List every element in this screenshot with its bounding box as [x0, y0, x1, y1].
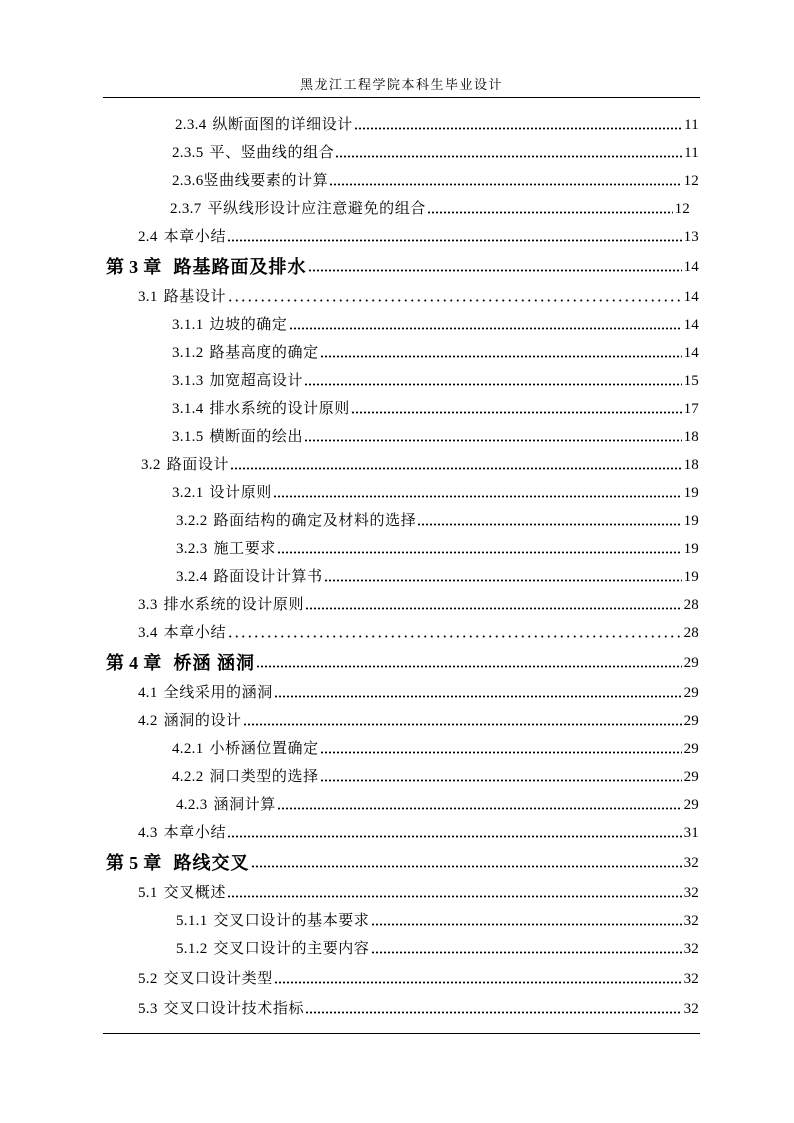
entry-number: 2.3.5 [172, 145, 204, 161]
entry-page-number: 29 [683, 685, 699, 701]
dot-leader [354, 127, 682, 130]
dot-leader [277, 551, 682, 554]
entry-page-number: 32 [683, 855, 699, 871]
entry-number: 3.2 [141, 457, 161, 473]
entry-title: 施工要求 [213, 541, 276, 557]
dot-leader [227, 895, 682, 898]
dot-leader [277, 807, 682, 810]
chapter-title: 路线交叉 [173, 853, 250, 873]
entry-number: 4.1 [138, 685, 158, 701]
entry-number: 3.4 [138, 625, 158, 641]
toc-entry [176, 795, 699, 815]
toc-entry [172, 739, 699, 759]
entry-page-number: 14 [683, 259, 699, 275]
entry-page-number: 28 [683, 625, 699, 641]
entry-number: 5.3 [138, 1001, 158, 1017]
dot-leader [305, 607, 682, 610]
dot-leader [371, 951, 682, 954]
entry-number: 2.3.6 [172, 173, 204, 189]
toc-entry [172, 143, 699, 163]
entry-title: 小桥涵位置确定 [209, 741, 319, 757]
toc-entry [138, 883, 699, 903]
entry-page-number: 12 [674, 201, 690, 217]
entry-page-number: 19 [683, 541, 699, 557]
dot-leader [320, 779, 682, 782]
dot-leader [305, 1011, 682, 1014]
toc-chapter [106, 852, 699, 874]
entry-number: 3.2.3 [176, 541, 208, 557]
entry-page-number: 15 [683, 373, 699, 389]
entry-page-number: 29 [683, 713, 699, 729]
toc-entry [138, 623, 699, 643]
dot-leader [427, 211, 673, 214]
entry-title: 涵洞的设计 [163, 713, 242, 729]
dot-leader [320, 355, 682, 358]
entry-title: 路基高度的确定 [209, 345, 319, 361]
entry-page-number: 18 [683, 429, 699, 445]
entry-title: 平纵线形设计应注意避免的组合 [207, 201, 426, 217]
entry-title: 本章小结 [163, 825, 227, 841]
dot-leader [351, 411, 682, 414]
entry-title: 路基设计 [163, 289, 227, 305]
toc-entry [176, 539, 699, 559]
entry-page-number: 13 [683, 229, 699, 245]
dot-leader [371, 923, 682, 926]
entry-page-number: 32 [683, 913, 699, 929]
entry-title: 加宽超高设计 [209, 373, 304, 389]
toc-entry [138, 227, 699, 247]
dot-leader [308, 269, 682, 272]
entry-page-number: 32 [683, 941, 699, 957]
toc-entry [138, 999, 699, 1019]
entry-number: 2.3.7 [170, 201, 202, 217]
entry-title: 洞口类型的选择 [209, 769, 319, 785]
dot-leader [335, 155, 682, 158]
toc-entry [176, 911, 699, 931]
entry-page-number: 14 [683, 345, 699, 361]
entry-number: 3.1.2 [172, 345, 204, 361]
entry-title: 交叉口设计的主要内容 [213, 941, 370, 957]
entry-page-number: 14 [683, 317, 699, 333]
entry-number: 5.2 [138, 971, 158, 987]
toc-entry [176, 939, 699, 959]
toc-chapter [106, 652, 699, 674]
dot-leader [227, 635, 682, 638]
entry-number: 3.1.1 [172, 317, 204, 333]
chapter-number: 第 3 章 [106, 257, 162, 277]
toc-entry [172, 399, 699, 419]
toc-entry [138, 595, 699, 615]
entry-title: 本章小结 [163, 229, 227, 245]
entry-number: 3.2.4 [176, 569, 208, 585]
entry-title: 本章小结 [163, 625, 227, 641]
toc-entry [141, 455, 699, 475]
dot-leader [227, 299, 682, 302]
toc-entry [172, 483, 699, 503]
entry-page-number: 29 [683, 655, 699, 671]
dot-leader [417, 523, 681, 526]
entry-title: 交叉口设计类型 [163, 971, 273, 987]
entry-number: 2.3.4 [175, 117, 207, 133]
entry-number: 4.3 [138, 825, 158, 841]
toc-entry [138, 969, 699, 989]
chapter-number: 第 4 章 [106, 653, 162, 673]
entry-page-number: 29 [683, 741, 699, 757]
entry-page-number: 19 [683, 513, 699, 529]
entry-number: 4.2 [138, 713, 158, 729]
toc-entry [175, 115, 699, 135]
toc-entry [176, 511, 699, 531]
toc-entry [172, 171, 699, 191]
dot-leader [324, 579, 682, 582]
entry-number: 4.2.3 [176, 797, 208, 813]
dot-leader [320, 751, 682, 754]
entry-page-number: 19 [683, 485, 699, 501]
toc-entry [172, 315, 699, 335]
entry-page-number: 32 [683, 885, 699, 901]
entry-title: 排水系统的设计原则 [209, 401, 350, 417]
entry-number: 4.2.2 [172, 769, 204, 785]
entry-title: 路面设计计算书 [213, 569, 323, 585]
entry-title: 路面设计 [166, 457, 230, 473]
entry-title: 边坡的确定 [209, 317, 288, 333]
entry-title: 交叉口设计技术指标 [163, 1001, 305, 1017]
entry-title: 竖曲线要素的计算 [203, 173, 329, 189]
entry-page-number: 14 [683, 289, 699, 305]
entry-number: 2.4 [138, 229, 158, 245]
entry-number: 3.2.2 [176, 513, 208, 529]
toc-entry [172, 427, 699, 447]
entry-title: 排水系统的设计原则 [163, 597, 305, 613]
entry-number: 3.1 [138, 289, 158, 305]
dot-leader [274, 695, 682, 698]
dot-leader [230, 467, 682, 470]
chapter-title: 桥涵 涵洞 [173, 653, 255, 673]
entry-number: 4.2.1 [172, 741, 204, 757]
entry-page-number: 11 [684, 117, 699, 133]
entry-page-number: 32 [683, 1001, 699, 1017]
entry-page-number: 31 [683, 825, 699, 841]
dot-leader [256, 665, 682, 668]
dot-leader [304, 439, 681, 442]
entry-number: 3.1.4 [172, 401, 204, 417]
footer-rule [103, 1033, 700, 1034]
dot-leader [227, 239, 682, 242]
entry-number: 5.1 [138, 885, 158, 901]
dot-leader [329, 183, 681, 186]
entry-title: 路面结构的确定及材料的选择 [213, 513, 417, 529]
chapter-number: 第 5 章 [106, 853, 162, 873]
dot-leader [243, 723, 682, 726]
entry-title: 涵洞计算 [213, 797, 276, 813]
entry-number: 5.1.1 [176, 913, 208, 929]
entry-page-number: 32 [683, 971, 699, 987]
toc-entry [176, 567, 699, 587]
entry-number: 5.1.2 [176, 941, 208, 957]
running-header: 黑龙江工程学院本科生毕业设计 [299, 77, 503, 92]
dot-leader [289, 327, 682, 330]
entry-page-number: 18 [683, 457, 699, 473]
entry-page-number: 11 [684, 145, 699, 161]
entry-page-number: 28 [683, 597, 699, 613]
entry-number: 3.3 [138, 597, 158, 613]
entry-title: 设计原则 [209, 485, 272, 501]
dot-leader [273, 495, 682, 498]
entry-number: 3.1.5 [172, 429, 204, 445]
entry-page-number: 29 [683, 797, 699, 813]
toc-chapter [106, 256, 699, 278]
toc-entry [138, 823, 699, 843]
entry-page-number: 19 [683, 569, 699, 585]
toc-entry [172, 343, 699, 363]
toc-entry [138, 711, 699, 731]
entry-title: 横断面的绘出 [209, 429, 304, 445]
entry-title: 纵断面图的详细设计 [212, 117, 353, 133]
entry-title: 交叉概述 [163, 885, 227, 901]
chapter-title: 路基路面及排水 [173, 257, 307, 277]
entry-title: 全线采用的涵洞 [163, 685, 273, 701]
dot-leader [251, 865, 682, 868]
toc-entry [138, 287, 699, 307]
entry-title: 交叉口设计的基本要求 [213, 913, 370, 929]
entry-page-number: 12 [683, 173, 699, 189]
header-rule [103, 97, 700, 98]
dot-leader [274, 981, 682, 984]
toc-entry [138, 683, 699, 703]
toc-entry [172, 371, 699, 391]
entry-title: 平、竖曲线的组合 [209, 145, 335, 161]
toc-entry [172, 767, 699, 787]
dot-leader [304, 383, 681, 386]
entry-number: 3.1.3 [172, 373, 204, 389]
dot-leader [227, 835, 682, 838]
toc-entry [170, 199, 690, 219]
entry-page-number: 29 [683, 769, 699, 785]
entry-number: 3.2.1 [172, 485, 204, 501]
entry-page-number: 17 [683, 401, 699, 417]
